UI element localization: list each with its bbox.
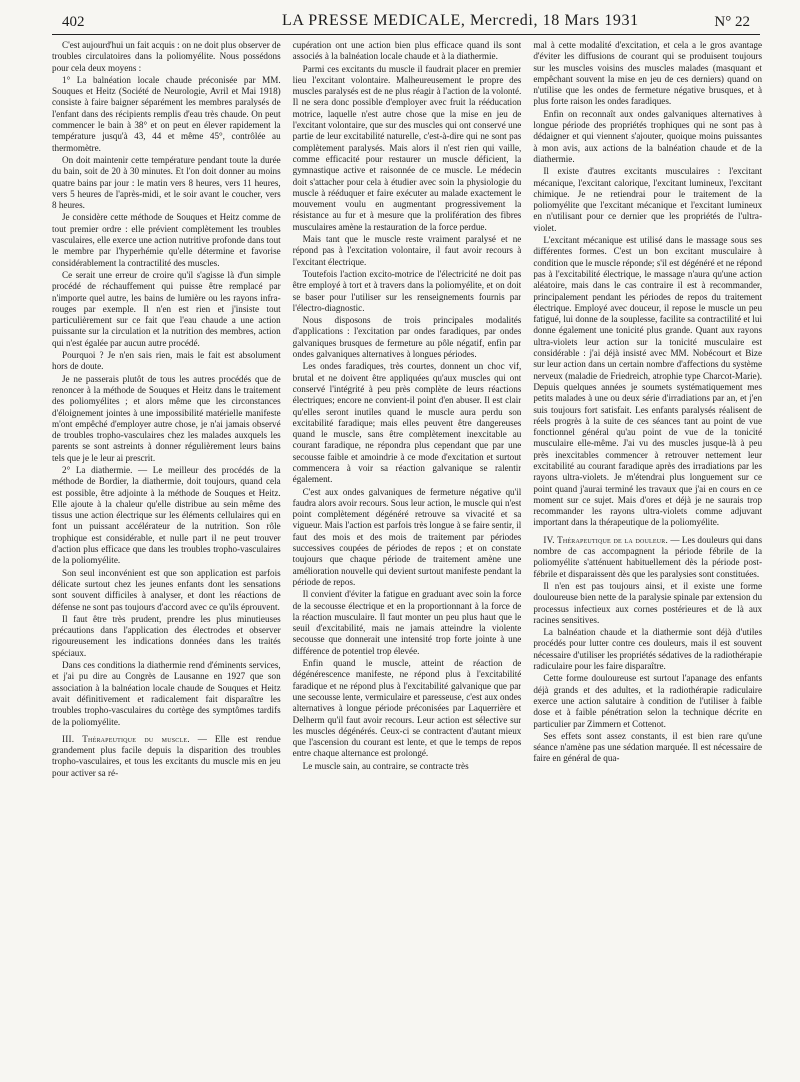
paragraph: 2° La diathermie. — Le meilleur des procédés de la méthode de Bordier, la diathermie, doit toujours, quand cela est possible, être adjointe à la méthode de Souques et Heitz. Elle ajoute à la chaleur qu'elle distribue au sein même des tissus une action électrique sur les éléments cellulaires qui en font un puissant accélérateur de la nutrition. Son rôle trophique est considérable, et nulle part il ne peut trouver d'action plus efficace que dans les troubles tropho-vasculaires de la poliomyélite. bbox=[52, 464, 281, 566]
paragraph: On doit maintenir cette température pendant toute la durée du bain, soit de 20 à 30 minutes. Et l'on doit donner au moins quatre bains par jour : le matin vers 8 heures, vers 11 heures, vers 5 heures de l'après-midi, et le soir avant le coucher, vers 8 heures. bbox=[52, 154, 281, 211]
paragraph: Parmi ces excitants du muscle il faudrait placer en premier lieu l'excitant volontaire. Malheureusement le propre des muscles paralysés est de ne plus réagir à l'action de la volonté. Il ne sera donc possible d'employer avec fruit la rééducation motrice, laquelle n'est autre chose que la mise en jeu de l'excitant volontaire, que sur des muscles qui ont conservé une partie de leur excitabilité naturelle, c'est-à-dire qui ne sont pas complètement paralysés. Mais alors il n'est rien qui vaille, comme efficacité pour restaurer un muscle déficient, la gymnastique active et raisonnée de ce muscle. Le médecin doit s'attacher pour cela à étudier avec soin la physiologie du muscle à rééduquer et faire exécuter au malade exactement le mouvement voulu en augmentant progressivement la résistance au fur et à mesure que la prolifération des fibres musculaires amène la restauration de la force perdue. bbox=[292, 63, 522, 232]
paragraph: mal à cette modalité d'excitation, et cela a le gros avantage d'éviter les diffusions de courant qui se produisent toujours sur les muscles voisins des muscles malades (masquant et empêchant souvent la mise en jeu de ces derniers) quand on n'utilise que les ondes de fermeture négative brusques, et à plus forte raison les ondes faradiques. bbox=[533, 40, 763, 107]
page-header bbox=[52, 8, 760, 35]
page-number: 402 bbox=[62, 14, 85, 30]
paragraph: cupération ont une action bien plus efficace quand ils sont associés à la balnéation locale chaude et à la diathermie. bbox=[292, 40, 522, 62]
column-2 bbox=[293, 40, 522, 1072]
paragraph: Mais tant que le muscle reste vraiment paralysé et ne répond pas à l'excitation volontaire, il faut avoir recours à l'excitant électrique. bbox=[292, 234, 522, 267]
paragraph: Je considère cette méthode de Souques et Heitz comme de tout premier ordre : elle prévient complètement les troubles vasculaires, elle exerce une action nutritive profonde dans tout le membre par l'hyperhémie qu'elle détermine et favorise considérablement la contractilité des muscles. bbox=[52, 212, 281, 268]
section-text: — Les douleurs qui dans nombre de cas accompagnent la période fébrile de la poliomyélite s'atténuent habituellement dès la période post-fébrile et disparaissent dès que les paralysies sont constituées. bbox=[533, 534, 763, 579]
paragraph: Les ondes faradiques, très courtes, donnent un choc vif, brutal et ne doivent être appliquées qu'aux muscles qui ont conservé l'intégrité à peu près complète de leurs réactions électriques; encore ne convient-il point d'en abuser. Il est clair qu'elles seront inutiles quand le muscle aura perdu son excitabilité faradique; mais elles peuvent être dangereuses quand le muscle, sans être complètement inexcitable au courant faradique, ne répondra plus cependant que par une secousse faible et amoindrie à ce mode d'excitation et surtout commencera à voir sa réaction galvanique se ralentir également. bbox=[292, 361, 522, 485]
paragraph: Il existe d'autres excitants musculaires : l'excitant mécanique, l'excitant calorique, l'excitant lumineux, l'excitant chimique. Je ne retiendrai pour le traitement de la poliomyélite que l'excitant mécanique et l'excitant lumineux en n'utilisant pour ce dernier que les propriétés de l'ultra-violet. bbox=[533, 166, 763, 233]
section-heading: III. Thérapeutique du muscle. bbox=[62, 733, 190, 744]
paragraph: Il convient d'éviter la fatigue en graduant avec soin la force de la secousse électrique et en la proportionnant à la force de la réaction musculaire. Il faut monter un peu plus haut que le seuil d'excitabilité, mais ne jamais atteindre la violente secousse que donnerait une intensité trop forte jointe à une différence de potentiel trop élevée. bbox=[292, 589, 522, 656]
paragraph: C'est aujourd'hui un fait acquis : on ne doit plus observer de troubles circulatoires dans la poliomyélite. Nous possédons pour cela deux moyens : bbox=[52, 40, 281, 73]
paragraph: Toutefois l'action excito-motrice de l'électricité ne doit pas être employé à tort et à travers dans la poliomyélite, et on doit se baser pour l'utiliser sur les renseignements fournis par l'électro-diagnostic. bbox=[292, 268, 522, 313]
paragraph: Je ne passerais plutôt de tous les autres procédés que de renoncer à la méthode de Souques et Heitz dans le traitement des poliomyélites ; et alors même que les circonstances d'éloignement jointes à une impossibilité matérielle manifeste m'ont empêché d'employer autre chose, je n'ai jamais observé de troubles tropho-vasculaires chez les malades auxquels les parents se sont astreints à donner régulièrement leurs bains tels que je le leur ai prescrit. bbox=[52, 373, 281, 463]
paragraph: Son seul inconvénient est que son application est parfois délicate surtout chez les jeunes enfants dont les sensations sont souvent difficiles à analyser, et dont les réactions de défense ne sont pas toujours d'accord avec ce qu'ils éprouvent. bbox=[52, 567, 281, 612]
paragraph: Il faut être très prudent, prendre les plus minutieuses précautions dans l'application des électrodes et observer rigoureusement les indications données dans les traités spéciaux. bbox=[52, 613, 281, 658]
issue-number: N° 22 bbox=[714, 14, 750, 30]
paragraph: Dans ces conditions la diathermie rend d'éminents services, et j'ai pu dire au Congrès de Lausanne en 1927 que son association à la balnéation locale chaude de Souques et Heitz avait définitivement et radicalement fait disparaître les troubles tropho-vasculaires du cortège des symptômes tardifs de la poliomyélite. bbox=[52, 660, 281, 727]
journal-title: LA PRESSE MEDICALE, Mercredi, 18 Mars 1931 bbox=[282, 12, 639, 29]
paragraph: Ses effets sont assez constants, il est bien rare qu'une séance n'amène pas une sédation marquée. Il est nécessaire de faire en général de qua- bbox=[533, 730, 763, 764]
paragraph: Le muscle sain, au contraire, se contracte très bbox=[302, 760, 469, 771]
section-paragraph bbox=[533, 535, 762, 580]
section-paragraph bbox=[52, 734, 281, 779]
paragraph: Nous disposons de trois principales modalités d'applications : l'excitation par ondes faradiques, par ondes galvaniques brusques de fermeture au pôle négatif, enfin par ondes galvaniques alternatives à longues périodes. bbox=[292, 315, 522, 360]
paragraph: Cette forme douloureuse est surtout l'apanage des enfants déjà grands et des adultes, et la radiothérapie radiculaire exerce une action salutaire à condition de l'utiliser à faible dose et à faible pénétration selon la technique décrite en particulier par Zimmern et Cottenot. bbox=[533, 673, 763, 729]
paragraph: Pourquoi ? Je n'en sais rien, mais le fait est absolument hors de doute. bbox=[52, 350, 281, 372]
paragraph: Ce serait une erreur de croire qu'il s'agisse là d'un simple procédé de réchauffement qui puisse être remplacé par n'importe quel autre, les bains de lumière ou les rayons infra-rouges par exemple. Il n'en est rien et j'insiste tout particulièrement sur ce fait que l'eau chaude a une action puissante sur la circulation et la nutrition des membres, action qui n'est égalée par aucun autre procédé. bbox=[52, 269, 281, 348]
column-1 bbox=[52, 40, 281, 1072]
column-3 bbox=[533, 40, 762, 1072]
paragraph: La balnéation chaude et la diathermie sont déjà d'utiles procédés pour lutter contre ces douleurs, mais il est souvent nécessaire d'utiliser les propriétés sédatives de la radiothérapie radiculaire pour les faire disparaître. bbox=[533, 627, 763, 672]
paragraph: 1° La balnéation locale chaude préconisée par MM. Souques et Heitz (Société de Neurologie, Avril et Mai 1918) consiste à faire baigner séparément les membres paralysés de l'enfant dans des récipients remplis d'eau très chaude. On peut commencer le bain à 38° et on peut en élever rapidement la température jusqu'à 43, 44 et même 45°, contrôlée au thermomètre. bbox=[52, 74, 281, 153]
paragraph: L'excitant mécanique est utilisé dans le massage sous ses différentes formes. C'est un bon excitant musculaire à condition que le muscle réponde; s'il est dégénéré et ne répond pas à l'excitabilité électrique, le massage n'aura qu'une action aléatoire, mais dans le cas contraire il est à recommander, principalement pendant les périodes de repos du traitement électrique. Employé avec douceur, il repose le muscle un peu fatigué, lui donne de la souplesse, facilite sa contractilité et lui donne également une tonicité plus grande. Quant aux rayons ultra-violets leur action sur la tonicité musculaire est considérable : j'ai déjà insisté avec MM. Nobécourt et Bize sur leur action dans un certain nombre d'affections du système nerveux (maladie de Friedreich, atrophie type Charcot-Marie). Depuis quelques années je soumets systématiquement mes petits malades à une ou deux série d'irradiations par an, et j'en suis toujours fort satisfait. Les enfants paralysés réalisent de réels progrès à la suite de ces séances tant au point de vue fonctionnel général qu'au point de vue de la tonicité musculaire elle-même. J'ai vu des muscles jusque-là à peu près inexcitables commencer à retrouver nettement leur excitabilité au courant faradique après des irradiations par les rayons ultra-violets. Je m'étendrai plus longuement sur ce point quand j'aurai terminé les travaux que j'ai en cours en ce moment sur ce sujet. Mais d'ores et déjà je ne saurais trop recommander les rayons ultra-violets comme adjuvant important dans la thérapeutique de la poliomyélite. bbox=[533, 235, 763, 528]
paragraph: Enfin quand le muscle, atteint de réaction de dégénérescence manifeste, ne répond plus à l'excitabilité faradique et ne répond plus à l'excitabilité galvanique que par une secousse lente, vermiculaire et paresseuse, c'est aux ondes alternatives à longue période préconisées par Laquerrière et Delherm qu'il faut avoir recours. Leur action est sélective sur les muscles dégénérés. Ceux-ci se contractent d'autant mieux que l'ascension du courant est lente, et que le temps de repos entre chaque alternance est prolongé. bbox=[292, 658, 522, 759]
section-text: — Elle est rendue grandement plus facile depuis la disparition des troubles tropho-vasculaires, et tous les excitants du muscle mis en jeu pour activer sa ré- bbox=[52, 733, 281, 778]
article-columns bbox=[52, 40, 762, 1072]
paragraph: Enfin on reconnaît aux ondes galvaniques alternatives à longue période des propriétés trophiques qui ne sont pas à dédaigner et qui viennent s'ajouter, quoique moins puissantes à mon avis, aux actions de la balnéation chaude et de la diathermie. bbox=[533, 108, 763, 164]
section-heading: IV. Thérapeutique de la douleur. bbox=[543, 534, 668, 545]
paragraph: Il n'en est pas toujours ainsi, et il existe une forme douloureuse bien nette de la paralysie spinale par extension du processus infectieux aux cornes postérieures et de là aux racines sensitives. bbox=[533, 580, 763, 625]
paragraph: C'est aux ondes galvaniques de fermeture négative qu'il faudra alors avoir recours. Sous leur action, le muscle qui n'est point complètement dégénéré retrouve sa vivacité et sa vigueur. Mais l'action est parfois très longue à se faire sentir, il faut des mois et des mois de traitement par périodes successives coupées de périodes de repos ; et on constate toujours que chaque période de traitement amène une amélioration nouvelle qui devient surtout manifeste pendant la période de repos. bbox=[292, 486, 522, 587]
